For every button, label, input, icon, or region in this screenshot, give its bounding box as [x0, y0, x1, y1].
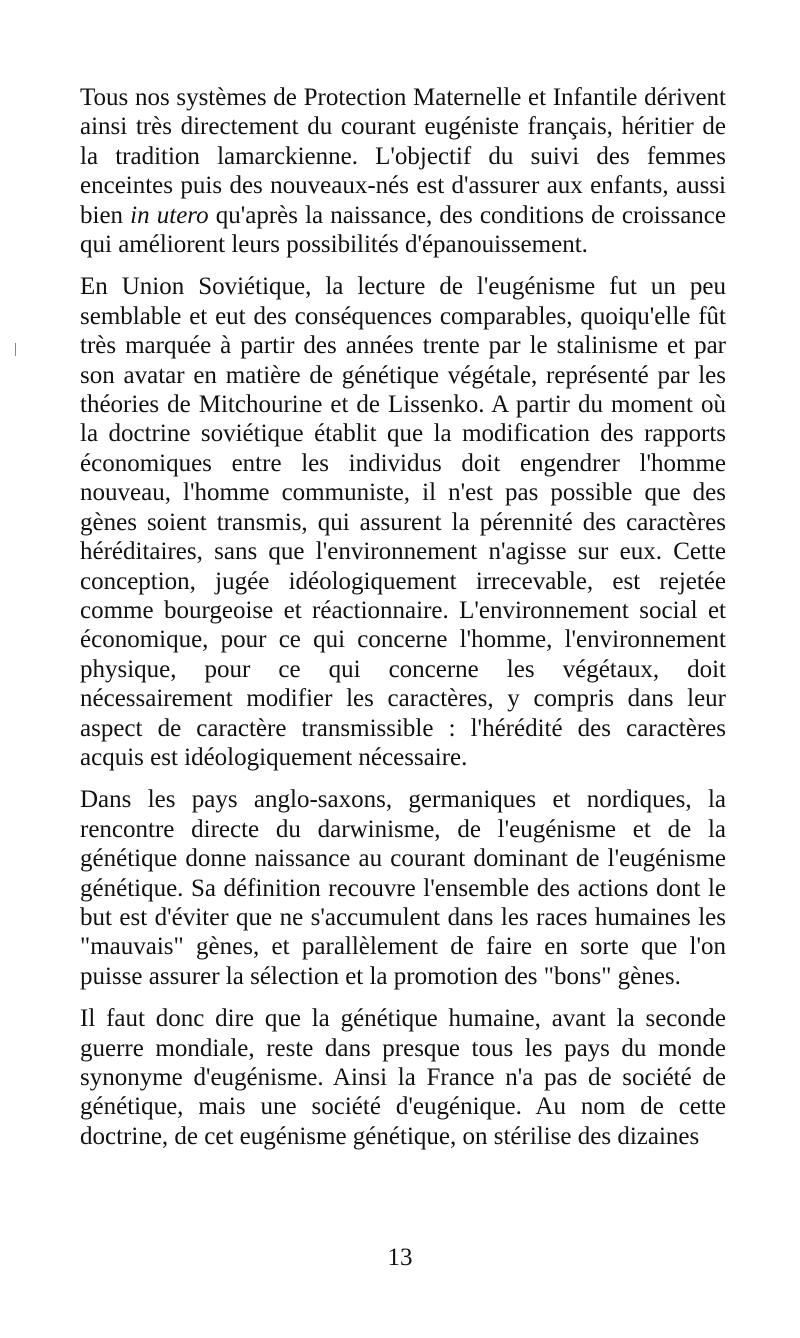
margin-mark — [15, 343, 16, 356]
paragraph-4: Il faut donc dire que la génétique humaine, avant la seconde guerre mondiale, reste dans presque tous les pays du monde synonyme d'eugénisme. Ainsi la France n'a pas de société de génétique, mais une société d'eugénique. Au nom de cette doctrine, de cet eugénisme génétique, on stérilise des dizaines — [80, 1005, 726, 1150]
page-number: 13 — [387, 1244, 413, 1271]
paragraph-1-end: qu'après la naissance, des conditions de croissance qui améliorent leurs possibilités d'épanouissement. — [80, 201, 726, 259]
paragraph-1 — [80, 83, 726, 259]
paragraph-2: En Union Soviétique, la lecture de l'eugénisme fut un peu semblable et eut des conséquences comparables, quoiqu'elle fût très marquée à partir des années trente par le stalinisme et par son avatar en matière de génétique végétale, représenté par les théories de Mitchourine et de Lissenko. A partir du moment où la doctrine soviétique établit que la modification des rapports économiques entre les individus doit engendrer l'homme nouveau, l'homme communiste, il n'est pas possible que des gènes soient transmis, qui assurent la pérennité des caractères héréditaires, sans que l'environnement n'agisse sur eux. Cette conception, jugée idéologiquement irrecevable, est rejetée comme bourgeoise et réactionnaire. L'environnement social et économique, pour ce qui concerne l'homme, l'environnement physique, pour ce qui concerne les végétaux, doit nécessairement modifier les caractères, y compris dans leur aspect de caractère transmissible : l'hérédité des caractères acquis est idéologiquement nécessaire. — [80, 273, 726, 771]
paragraph-1-start: Tous nos systèmes de Protection Maternelle et Infantile dérivent ainsi très directement du courant eugéniste français, héritier de la tradition lamarckienne. L'objectif du suivi des femmes enceintes puis des nouveaux-nés est d'assurer aux enfants, aussi bien — [80, 84, 726, 229]
page-body — [80, 83, 726, 1164]
paragraph-1-italic: in utero — [130, 201, 209, 229]
paragraph-3: Dans les pays anglo-saxons, germaniques et nordiques, la rencontre directe du darwinisme, de l'eugénisme et de la génétique donne naissance au courant dominant de l'eugénisme génétique. Sa définition recouvre l'ensemble des actions dont le but est d'éviter que ne s'accumulent dans les races humaines les "mauvais" gènes, et parallèlement de faire en sorte que l'on puisse assurer la sélection et la promotion des "bons" gènes. — [80, 786, 726, 990]
